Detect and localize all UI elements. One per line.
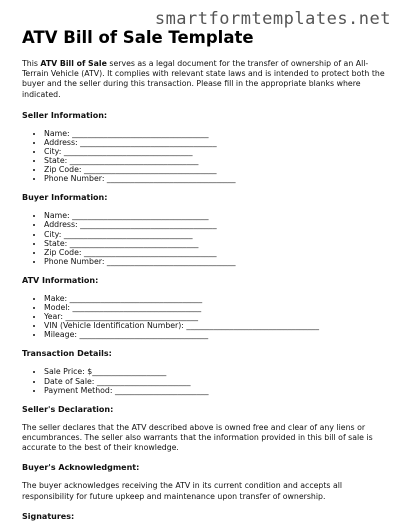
- sale-price-field: • Sale Price: $___________________: [44, 367, 387, 376]
- transaction-field-list: [22, 367, 387, 394]
- buyer-address-field: • Address: ___________________________________: [44, 220, 387, 229]
- atv-vin-field: • VIN (Vehicle Identification Number): __________________________________: [44, 321, 387, 330]
- signatures-heading: Signatures:: [22, 511, 75, 521]
- buyer-zip-field: • Zip Code: __________________________________: [44, 248, 387, 257]
- atv-field-list: [22, 294, 387, 339]
- acknowledgment-text: The buyer acknowledges receiving the ATV in its current condition and accepts all responsibility for future upkeep and maintenance upon transfer of ownership.: [22, 481, 343, 501]
- buyer-phone-field: • Phone Number: _________________________________: [44, 257, 387, 266]
- atv-year-field: • Year: __________________________________: [44, 312, 387, 321]
- seller-zip-field: • Zip Code: __________________________________: [44, 165, 387, 174]
- seller-name-field: • Name: ___________________________________: [44, 129, 387, 138]
- sale-date-field: • Date of Sale: ________________________: [44, 377, 387, 386]
- seller-phone-field: • Phone Number: _________________________________: [44, 174, 387, 183]
- seller-address-field: • Address: ___________________________________: [44, 138, 387, 147]
- seller-state-field: • State: _________________________________: [44, 156, 387, 165]
- buyer-state-field: • State: _________________________________: [44, 239, 387, 248]
- buyer-field-list: [22, 211, 387, 266]
- page-title: ATV Bill of Sale Template: [22, 28, 254, 47]
- atv-heading: ATV Information:: [22, 275, 99, 285]
- intro-pre: This: [22, 59, 41, 68]
- intro-bold: ATV Bill of Sale: [40, 59, 107, 68]
- transaction-heading: Transaction Details:: [22, 349, 112, 359]
- atv-make-field: • Make: __________________________________: [44, 294, 387, 303]
- site-watermark: smartformtemplates.net: [154, 9, 391, 29]
- declaration-text: The seller declares that the ATV described above is owned free and clear of any liens or encumbrances. The seller also warrants that the information provided in this bill of sale is accurate to the best of their knowledge.: [22, 422, 373, 453]
- atv-model-field: • Model: _________________________________: [44, 303, 387, 312]
- intro-post: serves as a legal document for the transfer of ownership of an All-Terrain Vehicle (ATV). It complies with relevant state laws and is intended to protect both the buyer and the seller during this transaction. Please fill in the appropriate blanks where indicated.: [22, 59, 385, 99]
- seller-city-field: • City: _________________________________: [44, 147, 387, 156]
- intro-paragraph: [22, 59, 387, 100]
- seller-heading: Seller Information:: [22, 110, 108, 120]
- buyer-city-field: • City: _________________________________: [44, 230, 387, 239]
- acknowledgment-heading: Buyer's Acknowledgment:: [22, 463, 140, 473]
- atv-mileage-field: • Mileage: _________________________________: [44, 330, 387, 339]
- seller-field-list: [22, 129, 387, 184]
- declaration-heading: Seller's Declaration:: [22, 404, 114, 414]
- payment-method-field: • Payment Method: ________________________: [44, 386, 387, 395]
- document-page: [22, 28, 387, 522]
- buyer-heading: Buyer Information:: [22, 193, 108, 203]
- buyer-name-field: • Name: ___________________________________: [44, 211, 387, 220]
